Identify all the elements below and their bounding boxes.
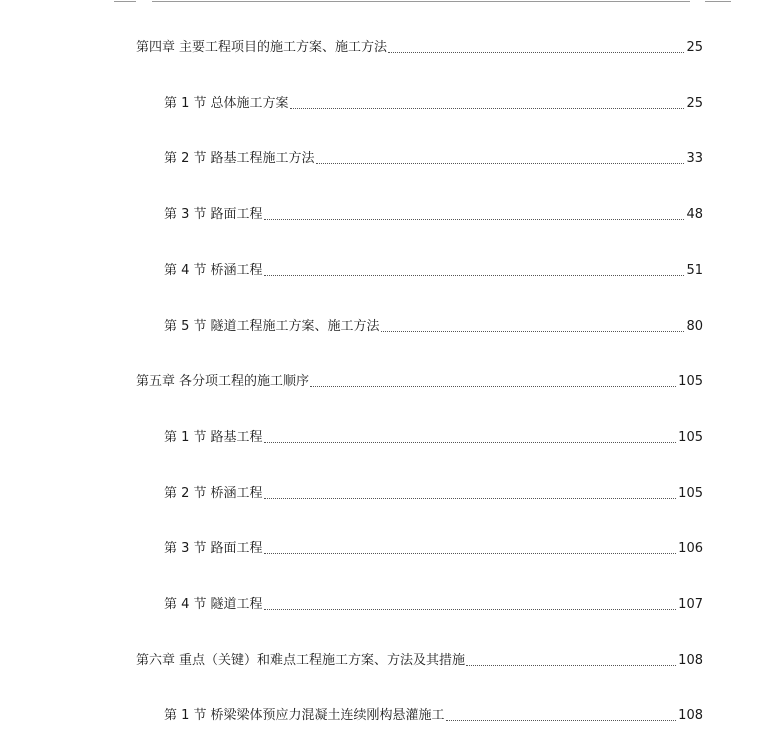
toc-entry-label [164,539,263,559]
toc-page-number: 106 [678,541,703,556]
header-rule-main [152,1,690,2]
toc-page-number: 33 [686,151,703,166]
toc-dot-leader [264,595,677,610]
toc-page-number: 105 [678,374,703,389]
toc-entry-section[interactable] [164,261,703,281]
toc-entry-section[interactable] [164,94,703,114]
toc-page-number: 48 [686,207,703,222]
toc-entry-title: 总体施工方案 [210,96,289,111]
toc-dot-leader [264,261,685,276]
toc-entry-section[interactable] [164,317,703,337]
toc-entry-title: 桥涵工程 [210,263,263,278]
toc-page-number: 105 [678,430,703,445]
toc-entry-label [164,94,289,114]
header-rule-right [705,1,731,2]
toc-entry-chapter[interactable] [136,372,703,392]
toc-entry-number: 第 1 节 [164,708,207,723]
toc-dot-leader [264,428,677,443]
toc-entry-title: 主要工程项目的施工方案、施工方法 [179,40,388,55]
toc-entry-title: 路面工程 [210,207,263,222]
toc-entry-number: 第 5 节 [164,319,207,334]
toc-page-number: 80 [686,319,703,334]
toc-entry-title: 路基工程 [210,430,263,445]
toc-dot-leader [381,317,685,332]
toc-entry-number: 第六章 [136,653,176,668]
toc-entry-number: 第五章 [136,374,176,389]
toc-entry-section[interactable] [164,484,703,504]
toc-entry-title: 桥梁梁体预应力混凝土连续刚构悬灌施工 [210,708,445,723]
toc-dot-leader [264,484,677,499]
toc-dot-leader [446,706,677,721]
toc-entry-number: 第 3 节 [164,541,207,556]
toc-entry-number: 第 3 节 [164,207,207,222]
toc-entry-title: 路面工程 [210,541,263,556]
toc-entry-section[interactable] [164,428,703,448]
toc-entry-label [164,428,263,448]
toc-page-number: 108 [678,653,703,668]
toc-entry-label [136,38,387,58]
toc-page-number: 25 [686,40,703,55]
toc-page-number: 107 [678,597,703,612]
toc-entry-section[interactable] [164,205,703,225]
toc-entry-chapter[interactable] [136,651,703,671]
toc-entry-number: 第 4 节 [164,597,207,612]
toc-entry-label [164,595,263,615]
toc-entry-number: 第 2 节 [164,486,207,501]
toc-page-number: 51 [686,263,703,278]
toc-entry-label [136,372,309,392]
toc-entry-title: 各分项工程的施工顺序 [179,374,310,389]
toc-entry-number: 第 1 节 [164,96,207,111]
toc-entry-section[interactable] [164,706,703,726]
toc-entry-number: 第 2 节 [164,151,207,166]
toc-dot-leader [316,149,685,164]
toc-entry-number: 第 1 节 [164,430,207,445]
toc-entry-number: 第 4 节 [164,263,207,278]
toc-page-number: 108 [678,708,703,723]
toc-entry-label [164,205,263,225]
toc-entry-section[interactable] [164,595,703,615]
toc-page-number: 25 [686,96,703,111]
toc-entry-section[interactable] [164,539,703,559]
toc-entry-section[interactable] [164,149,703,169]
toc-entry-label [136,651,465,671]
toc-dot-leader [310,372,676,387]
toc-entry-label [164,706,445,726]
toc-entry-label [164,317,380,337]
toc-dot-leader [388,38,684,53]
toc-entry-title: 路基工程施工方法 [210,151,315,166]
toc-dot-leader [264,205,685,220]
toc-dot-leader [290,94,685,109]
toc-entry-label [164,484,263,504]
toc-entry-title: 隧道工程施工方案、施工方法 [210,319,380,334]
header-rule-left [114,1,136,2]
toc-page-number: 105 [678,486,703,501]
toc-dot-leader [466,651,676,666]
toc-entry-label [164,149,315,169]
toc-entry-chapter[interactable] [136,38,703,58]
toc-entry-label [164,261,263,281]
toc-entry-number: 第四章 [136,40,176,55]
toc-dot-leader [264,539,677,554]
toc-entry-title: 桥涵工程 [210,486,263,501]
toc-entry-title: 重点（关键）和难点工程施工方案、方法及其措施 [179,653,466,668]
toc-entry-title: 隧道工程 [210,597,263,612]
